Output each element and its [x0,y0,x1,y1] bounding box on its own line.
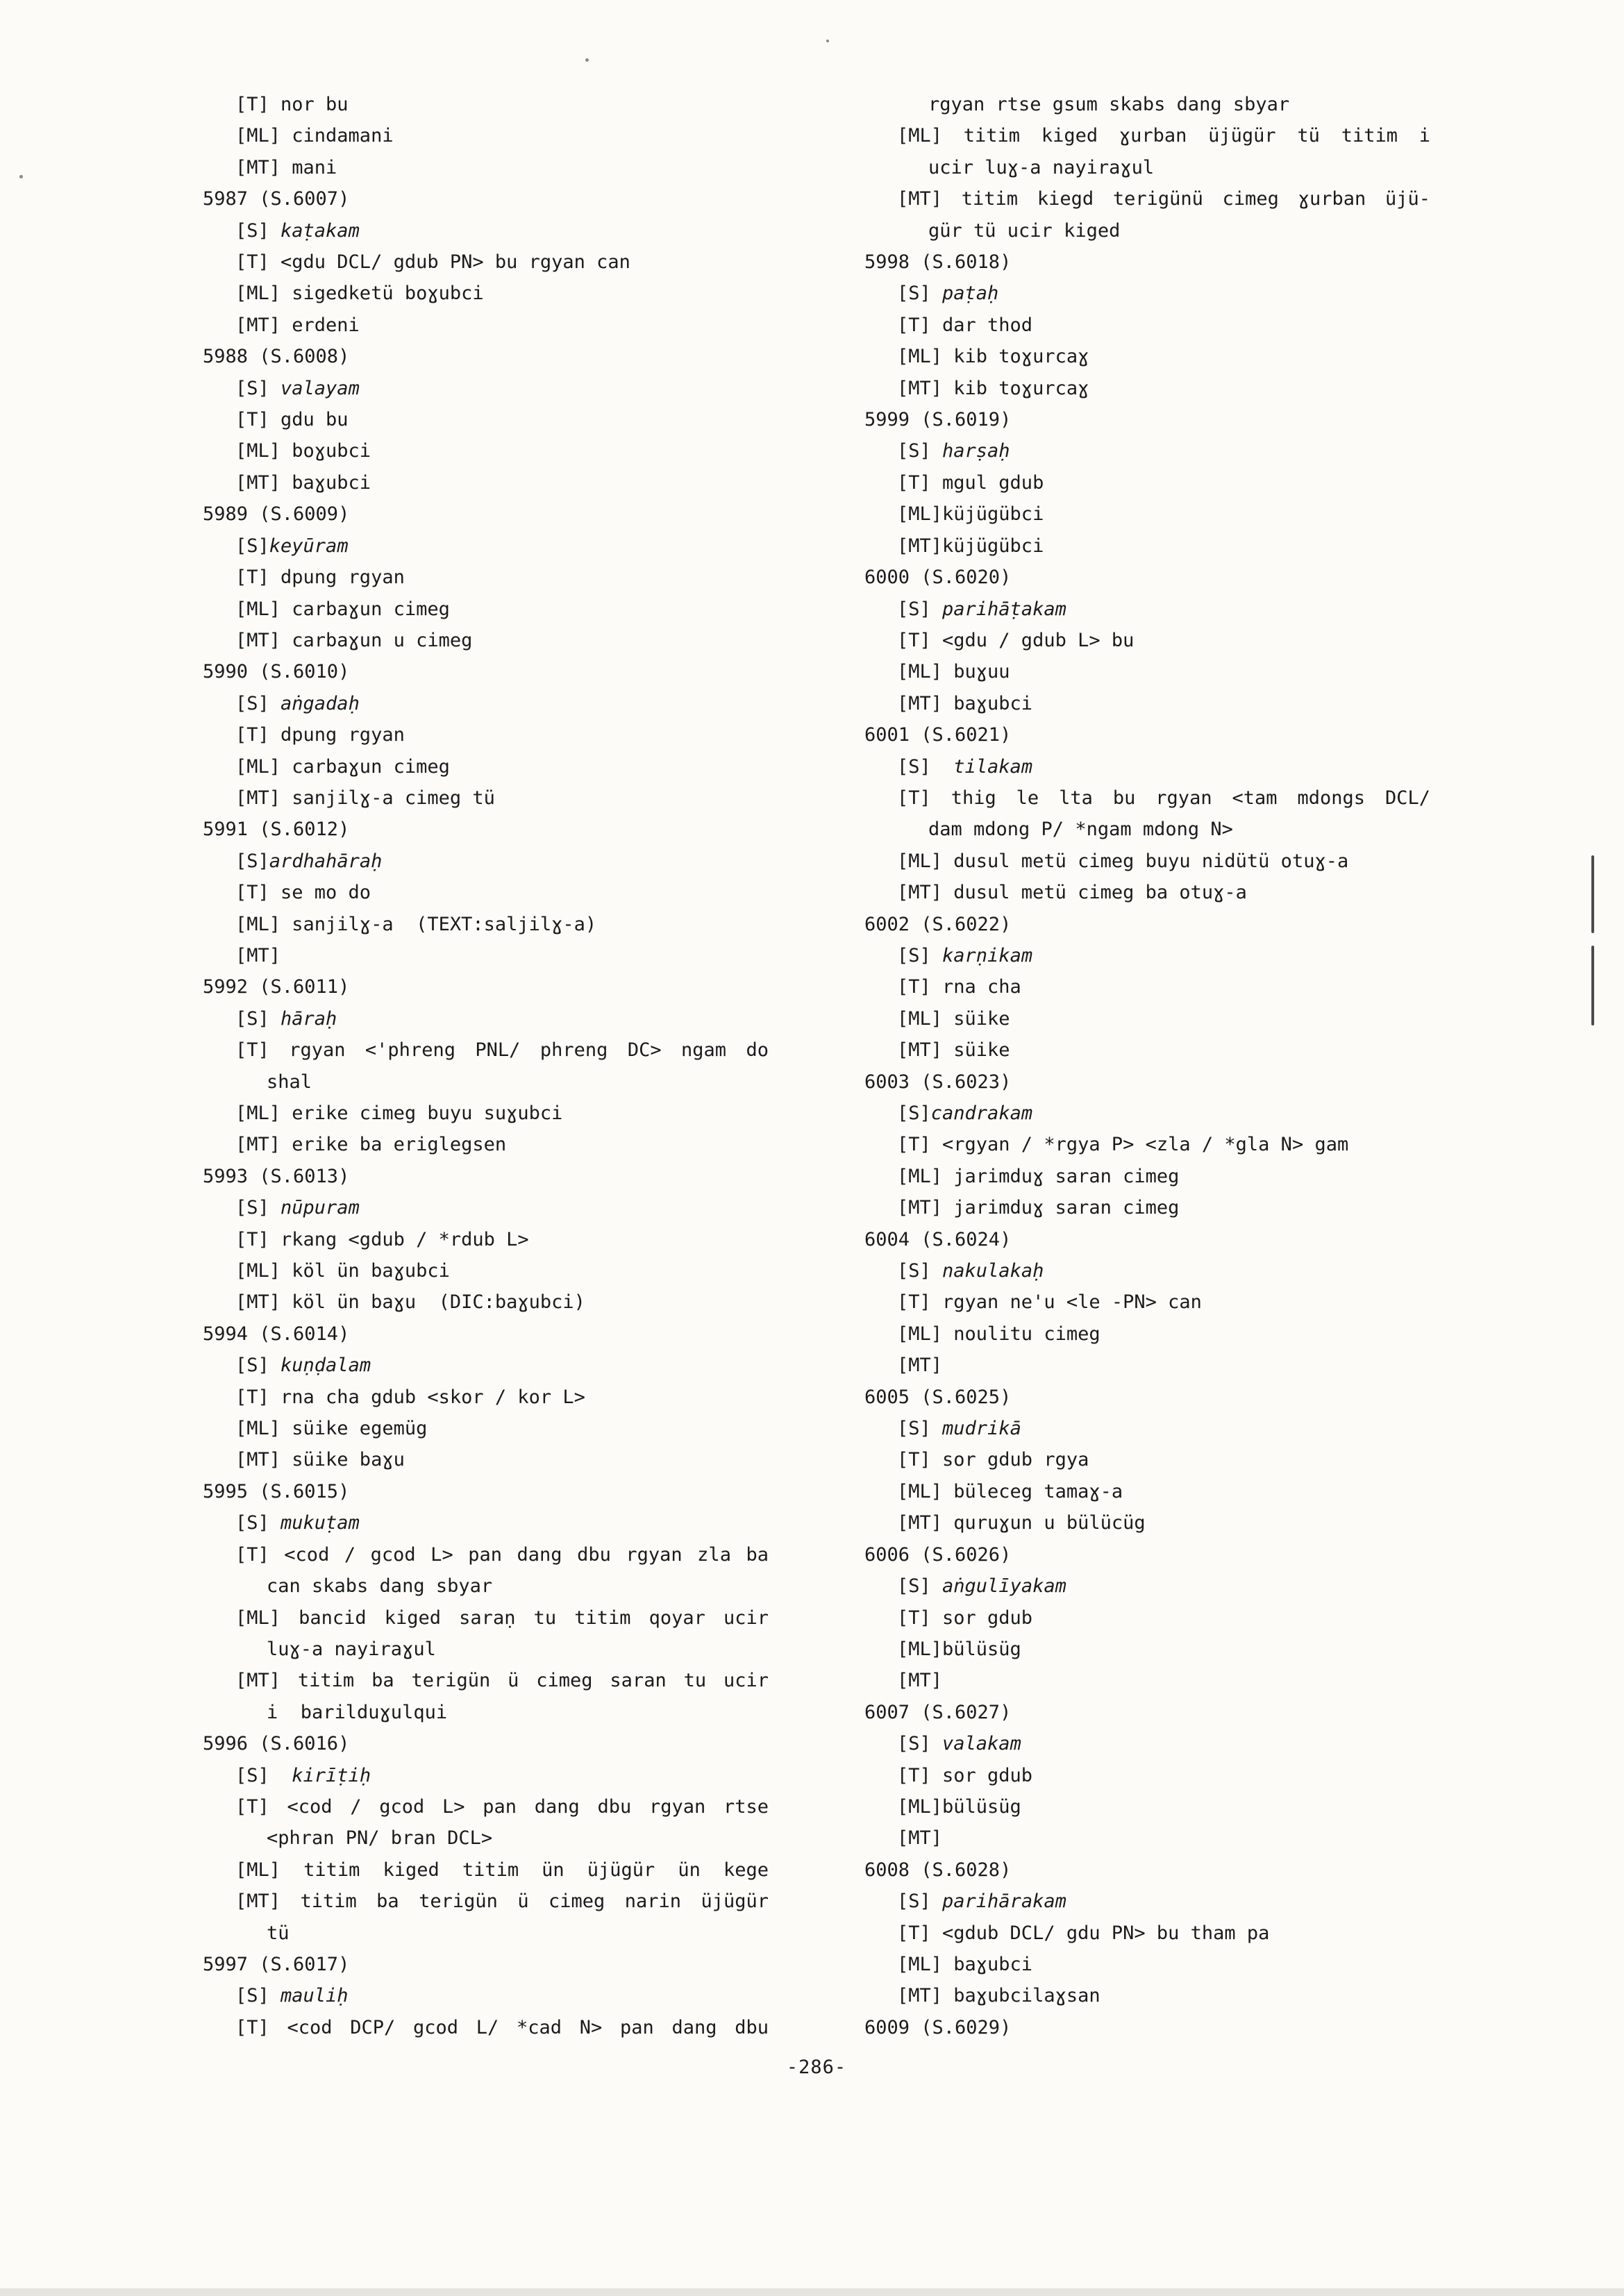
entry-text-line [203,1760,769,1791]
entry-header-line [864,2012,1430,2043]
line-text: [MT]küjügübci [897,535,1044,557]
entry-text-line [864,1003,1430,1034]
entry-text-line [203,1192,769,1223]
entry-text-line [864,814,1430,845]
entry-header-line [203,1161,769,1192]
line-text: 5989 (S.6009) [203,503,350,526]
line-text: 6009 (S.6029) [864,2016,1012,2038]
sanskrit-term: parihārakam [942,1891,1066,1913]
entry-text-line [864,498,1430,530]
entry-text-line [864,1034,1430,1066]
line-text: ucir luɣ-a nayiraɣul [928,156,1155,178]
line-text: [ML] sanjilɣ-a (TEXT:saljilɣ-a) [235,913,597,935]
line-text: 6000 (S.6020) [864,567,1012,589]
entry-text-line [864,183,1430,215]
line-text: [MT] [897,1827,943,1850]
line-text: [T] rgyan ne'u <le -PN> can [897,1291,1202,1314]
entry-text-line [203,1066,769,1098]
scan-speck [826,40,829,42]
entry-header-line [864,1539,1430,1570]
line-text: [S] [235,535,269,557]
entry-text-line [203,1539,769,1570]
entry-text-line [203,1224,769,1255]
line-text: [MT] erdeni [235,314,360,336]
entry-text-line [864,971,1430,1003]
entry-text-line [203,846,769,877]
entry-header-line [864,404,1430,435]
entry-text-line [864,782,1430,814]
entry-text-line [203,152,769,183]
entry-text-line [203,467,769,498]
line-text: [T] <cod DCP/ gcod L/ *cad N> pan dang dbu [235,2016,769,2038]
entry-text-line [864,373,1430,404]
scan-speck [585,58,589,62]
line-text: [T] dpung rgyan [235,724,405,746]
entry-text-line [864,1413,1430,1444]
sanskrit-term: aṅgulīyakam [942,1575,1066,1598]
line-text: dam mdong P/ *ngam mdong N> [928,819,1233,841]
entry-header-line [203,1728,769,1759]
line-text: [ML] kib toɣurcaɣ [897,346,1089,368]
line-text: [MT] carbaɣun u cimeg [235,629,473,651]
entry-text-line [203,1886,769,1917]
entry-text-line [203,1791,769,1822]
entry-text-line [203,1129,769,1160]
line-text: [T] rna cha gdub <skor / kor L> [235,1386,585,1408]
line-text: [ML] jarimduɣ saran cimeg [897,1165,1180,1187]
entry-text-line [864,1949,1430,1980]
entry-text-line [203,278,769,309]
line-text: [T] gdu bu [235,409,349,431]
line-text: [ML] süike egemüg [235,1418,428,1440]
entry-text-line [203,373,769,404]
entry-text-line [864,1129,1430,1160]
line-text: [S] [235,1985,281,2007]
line-text: 6007 (S.6027) [864,1701,1012,1723]
line-text: [T] rna cha [897,976,1021,998]
line-text: [ML] titim kiged titim ün üjügür ün kege [235,1859,769,1881]
line-text: [MT] [897,1670,943,1692]
line-text: [S] [235,219,281,242]
sanskrit-term: aṅgadaḥ [281,692,360,714]
line-text: [S] [897,598,943,620]
entry-text-line [203,751,769,782]
line-text: [MT] [897,1355,943,1377]
sanskrit-term: valayam [281,377,360,399]
line-text: [S] [235,850,269,872]
scan-speck [19,175,23,178]
line-text: 5990 (S.6010) [203,661,350,683]
line-text: [T] <rgyan / *rgya P> <zla / *gla N> gam [897,1134,1349,1156]
two-column-text-block [203,89,1430,2043]
line-text: luɣ-a nayiraɣul [267,1638,436,1660]
entry-text-line [864,940,1430,971]
entry-text-line [864,1255,1430,1287]
right-column [864,89,1430,2043]
line-text: gür tü ucir kiged [928,219,1121,242]
entry-text-line [203,1602,769,1634]
entry-text-line [864,1602,1430,1634]
entry-text-line [203,89,769,120]
line-text: [T] rkang <gdub / *rdub L> [235,1228,529,1250]
entry-header-line [203,341,769,372]
entry-text-line [864,435,1430,467]
line-text: [ML] titim kiged ɣurban üjügür tü titim i [897,125,1430,147]
entry-text-line [864,846,1430,877]
entry-text-line [203,1665,769,1696]
entry-text-line [203,719,769,751]
entry-text-line [864,1634,1430,1665]
line-text: [ML] köl ün baɣubci [235,1260,450,1282]
entry-text-line [864,688,1430,719]
page-number: -286- [786,2056,847,2078]
line-text: 5996 (S.6016) [203,1733,350,1755]
line-text: [MT] mani [235,156,337,178]
line-text: [MT] jarimduɣ saran cimeg [897,1197,1180,1219]
entry-header-line [203,1476,769,1507]
sanskrit-term: tilakam [953,755,1033,778]
entry-text-line [203,2012,769,2043]
line-text: [T] <gdub DCL/ gdu PN> bu tham pa [897,1922,1270,1944]
line-text: [MT] [235,944,281,966]
entry-text-line [203,625,769,656]
entry-text-line [203,246,769,278]
line-text: [T] <cod / gcod L> pan dang dbu rgyan zla ba [235,1543,769,1566]
line-text: [S] [235,1007,281,1030]
line-text: [S] [235,377,281,399]
entry-header-line [864,1697,1430,1728]
line-text: [MT] quruɣun u bülücüg [897,1512,1146,1534]
line-text: [T] <cod / gcod L> pan dang dbu rgyan rtse [235,1795,769,1818]
entry-text-line [864,215,1430,246]
sanskrit-term: harṣaḥ [942,440,1010,462]
line-text: [T] sor gdub rgya [897,1449,1089,1471]
entry-text-line [864,656,1430,687]
line-text: [ML] erike cimeg buyu suɣubci [235,1103,563,1124]
line-text: [T] dar thod [897,314,1033,336]
line-text: [ML]bülüsüg [897,1638,1021,1660]
line-text: [S] [897,1733,943,1755]
line-text: 5991 (S.6012) [203,819,350,841]
line-text: [S] [897,1103,931,1124]
line-text: [MT] erike ba eriglegsen [235,1134,507,1156]
line-text: [ML] carbaɣun cimeg [235,598,450,620]
entry-text-line [203,435,769,467]
scan-bottom-edge [0,2288,1624,2296]
entry-text-line [864,1570,1430,1602]
line-text: tü [267,1922,290,1944]
line-text: [S] [897,1418,943,1440]
left-column [203,89,769,2043]
line-text: [S] [235,1197,281,1219]
line-text: 6003 (S.6023) [864,1071,1012,1093]
entry-text-line [203,530,769,562]
line-text: 6004 (S.6024) [864,1228,1012,1250]
sanskrit-term: ardhahāraḥ [269,850,383,872]
line-text: [MT] baɣubcilaɣsan [897,1985,1100,2007]
entry-text-line [203,1570,769,1602]
sanskrit-term: kirīṭiḥ [292,1764,371,1786]
entry-text-line [203,1634,769,1665]
sanskrit-term: nūpuram [281,1197,360,1219]
entry-text-line [203,1350,769,1381]
entry-text-line [203,1098,769,1129]
entry-text-line [864,1507,1430,1539]
entry-text-line [203,909,769,940]
line-text: 5993 (S.6013) [203,1165,350,1187]
entry-text-line [864,1350,1430,1381]
line-text: 5992 (S.6011) [203,976,350,998]
line-text: [S] [897,944,943,966]
entry-text-line [864,594,1430,625]
entry-text-line [203,594,769,625]
entry-text-line [203,562,769,593]
entry-text-line [864,467,1430,498]
entry-text-line [203,782,769,814]
entry-text-line [203,404,769,435]
sanskrit-term: kuṇḍalam [281,1355,371,1377]
entry-text-line [864,1161,1430,1192]
entry-text-line [203,1822,769,1854]
line-text: [MT] kib toɣurcaɣ [897,377,1089,399]
line-text: [S] [897,755,954,778]
line-text: [MT] titim ba terigün ü cimeg saran tu ucir [235,1670,769,1692]
sanskrit-term: mudrikā [942,1418,1021,1440]
entry-text-line [864,1476,1430,1507]
entry-text-line [203,1507,769,1539]
sanskrit-term: parihāṭakam [942,598,1066,620]
line-text: 5999 (S.6019) [864,409,1012,431]
entry-text-line [203,1255,769,1287]
line-text: 5988 (S.6008) [203,346,350,368]
line-text: [MT] titim kiegd terigünü cimeg ɣurban üjü- [897,188,1430,210]
line-text: can skabs dang sbyar [267,1575,493,1598]
entry-header-line [864,909,1430,940]
sanskrit-term: candrakam [930,1103,1033,1124]
entry-header-line [203,656,769,687]
line-text: [S] [897,1891,943,1913]
line-text: [MT] titim ba terigün ü cimeg narin üjügür [235,1891,769,1913]
line-text: [T] thig le lta bu rgyan <tam mdongs DCL/ [897,787,1430,809]
entry-header-line [864,1854,1430,1886]
line-text: rgyan rtse gsum skabs dang sbyar [928,94,1290,115]
entry-text-line [203,940,769,971]
sanskrit-term: mauliḥ [281,1985,349,2007]
entry-header-line [864,719,1430,751]
entry-text-line [864,310,1430,341]
entry-header-line [864,246,1430,278]
entry-text-line [864,89,1430,120]
line-text: 6006 (S.6026) [864,1543,1012,1566]
entry-text-line [203,1854,769,1886]
sanskrit-term: valakam [942,1733,1021,1755]
line-text: 6002 (S.6022) [864,913,1012,935]
line-text: [T] sor gdub [897,1607,1033,1629]
entry-text-line [203,1382,769,1413]
line-text: [MT] dusul metü cimeg ba otuɣ-a [897,882,1247,904]
line-text: 5994 (S.6014) [203,1323,350,1345]
line-text: i barilduɣulqui [267,1701,448,1723]
scan-artifact-line [1591,946,1594,1025]
entry-header-line [864,562,1430,593]
line-text: [ML]küjügübci [897,503,1044,526]
line-text: [S] [235,1512,281,1534]
line-text: [ML] sigedketü boɣubci [235,283,484,305]
entry-header-line [203,1949,769,1980]
line-text: [S] [897,440,943,462]
line-text: [MT] süike baɣu [235,1449,405,1471]
line-text: [ML] boɣubci [235,440,371,462]
line-text: [ML] dusul metü cimeg buyu nidütü otuɣ-a [897,850,1349,872]
entry-header-line [864,1066,1430,1098]
entry-text-line [864,152,1430,183]
entry-text-line [864,1287,1430,1318]
entry-text-line [864,1192,1430,1223]
entry-text-line [203,1413,769,1444]
line-text: [T] sor gdub [897,1764,1033,1786]
sanskrit-term: karṇikam [942,944,1033,966]
entry-text-line [864,530,1430,562]
line-text: [ML]bülüsüg [897,1795,1021,1818]
entry-header-line [864,1224,1430,1255]
line-text: [T] nor bu [235,94,349,115]
entry-text-line [864,1980,1430,2011]
entry-header-line [203,814,769,845]
line-text: [T] mgul gdub [897,471,1044,494]
entry-text-line [203,1287,769,1318]
entry-text-line [864,278,1430,309]
line-text: [MT] sanjilɣ-a cimeg tü [235,787,495,809]
entry-text-line [864,1098,1430,1129]
line-text: [MT] köl ün baɣu (DIC:baɣubci) [235,1291,585,1314]
line-text: [MT] süike [897,1039,1010,1062]
entry-text-line [203,877,769,908]
entry-header-line [864,1382,1430,1413]
line-text: [ML] süike [897,1007,1010,1030]
entry-header-line [203,498,769,530]
line-text: [MT] baɣubci [897,692,1033,714]
sanskrit-term: paṭaḥ [942,283,999,305]
entry-text-line [203,1034,769,1066]
entry-text-line [864,1318,1430,1350]
entry-text-line [864,1665,1430,1696]
line-text: [ML] buɣuu [897,661,1010,683]
line-text: [ML] büleceg tamaɣ-a [897,1480,1123,1502]
line-text: [S] [235,692,281,714]
line-text: 5995 (S.6015) [203,1480,350,1502]
line-text: [ML] noulitu cimeg [897,1323,1100,1345]
entry-text-line [864,1728,1430,1759]
line-text: [T] se mo do [235,882,371,904]
line-text: <phran PN/ bran DCL> [267,1827,493,1850]
line-text: [T] rgyan <'phreng PNL/ phreng DC> ngam do [235,1039,769,1062]
line-text: 6005 (S.6025) [864,1386,1012,1408]
scan-artifact-line [1591,855,1594,933]
entry-text-line [203,1697,769,1728]
line-text: [S] [897,283,943,305]
line-text: [S] [897,1260,943,1282]
entry-text-line [864,625,1430,656]
entry-text-line [203,120,769,151]
sanskrit-term: mukuṭam [281,1512,360,1534]
line-text: [S] [235,1764,292,1786]
line-text: [ML] bancid kiged saraṇ tu titim qoyar ucir [235,1607,769,1629]
entry-text-line [864,120,1430,151]
entry-text-line [864,877,1430,908]
entry-header-line [203,1318,769,1350]
entry-text-line [864,1886,1430,1917]
line-text: 5987 (S.6007) [203,188,350,210]
entry-text-line [864,751,1430,782]
line-text: [ML] cindamani [235,125,394,147]
entry-text-line [203,1980,769,2011]
line-text: 6001 (S.6021) [864,724,1012,746]
entry-text-line [864,341,1430,372]
sanskrit-term: hāraḥ [281,1007,337,1030]
entry-text-line [864,1918,1430,1949]
line-text: [S] [897,1575,943,1598]
line-text: [ML] carbaɣun cimeg [235,755,450,778]
line-text: 6008 (S.6028) [864,1859,1012,1881]
line-text: [T] dpung rgyan [235,567,405,589]
line-text: [T] <gdu / gdub L> bu [897,629,1135,651]
entry-text-line [864,1444,1430,1475]
line-text: [S] [235,1355,281,1377]
sanskrit-term: keyūram [269,535,349,557]
entry-text-line [203,1003,769,1034]
line-text: [MT] baɣubci [235,471,371,494]
entry-text-line [203,215,769,246]
entry-header-line [203,183,769,215]
entry-text-line [203,688,769,719]
entry-text-line [203,310,769,341]
entry-text-line [864,1791,1430,1822]
sanskrit-term: nakulakaḥ [942,1260,1044,1282]
line-text: 5998 (S.6018) [864,251,1012,274]
entry-text-line [864,1822,1430,1854]
sanskrit-term: kaṭakam [281,219,360,242]
entry-text-line [203,1918,769,1949]
line-text: shal [267,1071,312,1093]
line-text: [ML] baɣubci [897,1953,1033,1975]
entry-text-line [864,1760,1430,1791]
entry-text-line [203,1444,769,1475]
entry-header-line [203,971,769,1003]
line-text: [T] <gdu DCL/ gdub PN> bu rgyan can [235,251,630,274]
line-text: 5997 (S.6017) [203,1953,350,1975]
